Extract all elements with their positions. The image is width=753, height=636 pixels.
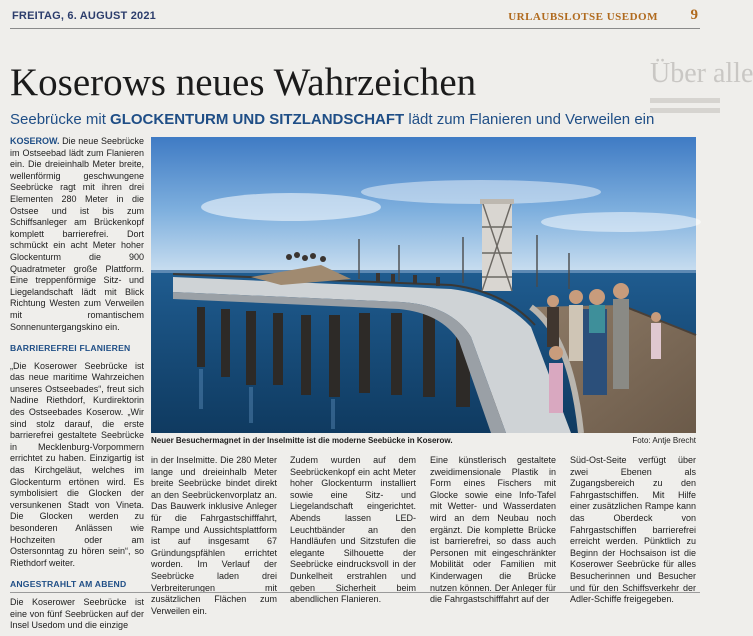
pier-photo	[151, 137, 696, 433]
photo-credit: Foto: Antje Brecht	[632, 436, 696, 445]
subhead-angestrahlt: ANGESTRAHLT AM ABEND	[10, 579, 127, 590]
closing-paragraph: Die Koserower Seebrücke ist eine von fünf Seebrücken auf der Insel Usedom und die einzige	[10, 596, 144, 631]
subheadline-text-2: lädt zum Flanieren und Verweilen ein	[404, 111, 655, 128]
page-number: 9	[690, 7, 698, 23]
subheadline-bold: GLOCKENTURM UND SITZLANDSCHAFT	[110, 111, 405, 128]
photo-caption: Neuer Besuchermagnet in der Inselmitte ist die moderne Seebücke in Koserow.	[151, 436, 453, 445]
section-title: URLAUBSLOTSE USEDOM	[508, 11, 658, 23]
subheadline-text-1: Seebrücke mit	[10, 111, 111, 128]
adjacent-article-headline: Über alle	[650, 58, 753, 89]
body-column-3	[430, 455, 556, 606]
column-3-text: Eine künstlerisch gestaltete zweidimensionale Plastik in Form eines Fischers mit Glocke sowie eine Info-Tafel mit Wetter- und Wasserdaten wird an dem Neubau noch ergänzt. Die komplette Brücke ist barrierefrei, so dass auch Personen mit eingeschränkter Mobilität oder Familien mit Kinderwagen die Brücke nutzen können. Der Anleger für die Fahrgastschifffahrt auf der	[430, 455, 556, 605]
column-2-text: Zudem wurden auf dem Seebrückenkopf ein acht Meter hoher Glockenturm installiert sowie eine Sitz- und Liegelandschaft eingerichtet. Abends lassen LED-Leuchtbänder an den Handläufen und Sitzstufen die elegante Silhouette der Seebrücke eindrucksvoll in der Dunkelheit erstrahlen und geben Sicherheit beim abendlichen Flanieren.	[290, 455, 416, 605]
left-column	[10, 136, 144, 636]
body-column-4	[570, 455, 696, 606]
intro-text: Die neue Seebrücke im Ostseebad lädt zum Flanieren ein. Die dreieinhalb Meter breite, wellenförmig geschwungene Seebrücke ragt mit ihren drei Elementen 280 Meter in die Ostsee und ist bis zum Schiffsanleger am Brückenkopf komplett barrierefrei. Dort schmückt ein acht Meter hoher Glockenturm die 900 Quadratmeter große Plattform. Eine treppenförmige Sitz- und Liegelandschaft lädt mit Blick Richtung Westen zum Verweilen mit romantischem Sonnenuntergangskino ein.	[10, 136, 144, 332]
column-1-text: in der Inselmitte. Die 280 Meter lange und dreieinhalb Meter breite Seebrücke bindet direkt an den Seebrückenvorplatz an. Das Bauwerk inklusive Anleger für die Fahrgastschifffahrt, Rampe und Aussichtsplattform ist auf insgesamt 67 Gründungspfählen errichtet worden. Im Verlauf der Seebrücke laden drei Verbreiterungen mit zusätzlichen Flächen zum Verweilen ein.	[151, 455, 277, 616]
quote-paragraph: „Die Koserower Seebrücke ist das neue maritime Wahrzeichen unseres Ostseebades“, freut sich Nadine Riethdorf, Kurdirektorin des Ostseebades Koserow. „Wir sind stolz darauf, die erste barrierefrei gestaltete Seebrücke in Mecklenburg-Vorpommern errichtet zu haben. Einzigartig ist das Kirchgeläut, welches im Glockenturm ertönen wird. Es symbolisiert die Glocken der versunkenen Stadt von Vineta. Die Glocken werden zu besonderen Anlässen wie Hochzeiten oder am Ostersonntag zu hören sein“, so Riethdorf weiter.	[10, 360, 144, 568]
page-header	[10, 8, 700, 29]
adjacent-article-lines	[650, 98, 720, 118]
subhead-barrierefrei: BARRIEREFREI FLANIEREN	[10, 343, 131, 354]
body-column-2	[290, 455, 416, 606]
article-headline: Koserows neues Wahrzeichen	[10, 61, 477, 104]
article-subheadline	[10, 111, 654, 128]
column-4-text: Süd-Ost-Seite verfügt über zwei Ebenen als Zugangsbereich zu den Fahrgastschiffen. Mit Hilfe einer zusätzlichen Rampe kann das Oberdeck von Fahrgastschiffen barrierefrei erreicht werden. Pünktlich zu Beginn der Hochsaison ist die Koserower Seebrücke für alles Besucherinnen und Besucher und für den Schiffsverkehr der Adler-Schiffe freigegeben.	[570, 455, 696, 605]
photo-caption-row	[151, 436, 696, 448]
footer-rule	[10, 592, 700, 593]
issue-date: FREITAG, 6. AUGUST 2021	[12, 10, 156, 22]
dateline: KOSEROW.	[10, 136, 60, 146]
intro-paragraph	[10, 136, 144, 333]
